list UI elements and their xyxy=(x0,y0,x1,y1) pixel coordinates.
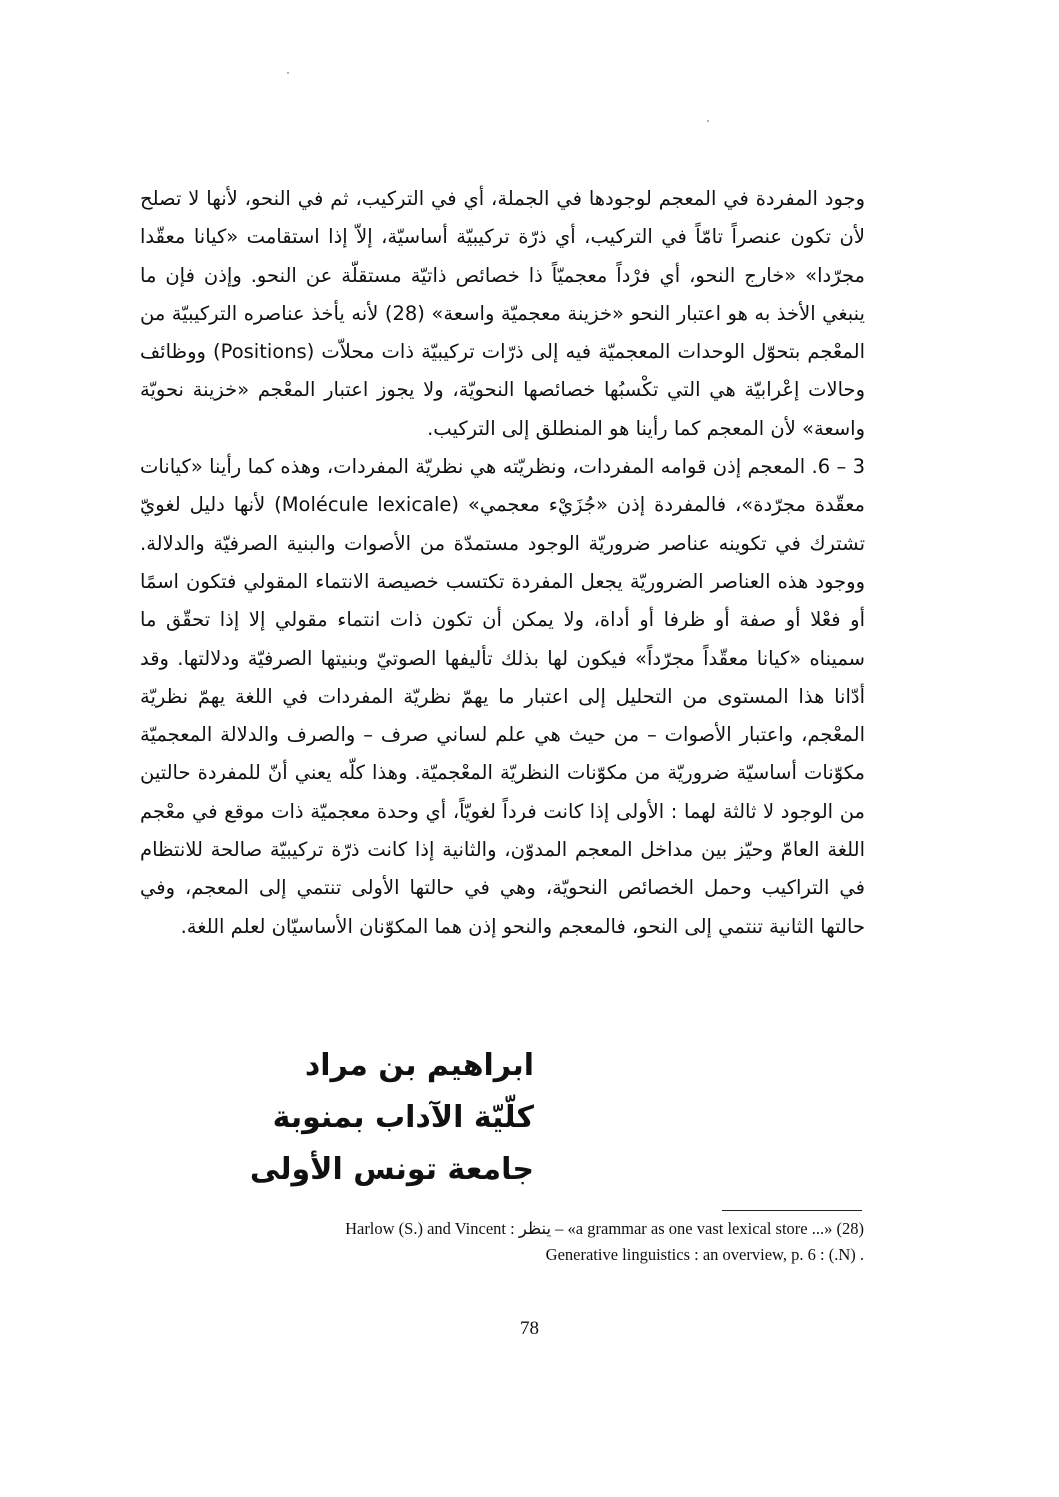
footnote-author: Harlow (S.) and Vincent xyxy=(345,1219,506,1238)
footnote-number: (28) xyxy=(836,1219,864,1238)
footnote-quote: «... a grammar as one vast lexical store» xyxy=(567,1219,833,1238)
paragraph: 3 – 6. المعجم إذن قوامه المفردات، ونظريّته هي نظريّة المفردات، وهذه كما رأينا «كيانات معقّدة مجرّدة»، فالمفردة إذن «جُزَيْء معجمي» (Molécule lexicale) لأنها دليل لغويّ تشترك في تكوينه عناصر ضروريّة الوجود مستمدّة من الأصوات والبنية الصرفيّة والدلالة. ووجود هذه العناصر الضروريّة يجعل المفردة تكتسب خصيصة الانتماء المقولي فتكون اسمًا أو فعْلا أو صفة أو ظرفا أو أداة، ولا يمكن أن تكون ذات انتماء مقولي إلا إذا تحقّق ما سميناه «كيانا معقّداً مجرّداً» فيكون لها بذلك تأليفها الصوتيّ وبنيتها الصرفيّة ودلالتها. وقد أدّانا هذا المستوى من التحليل إلى اعتبار ما يهمّ نظريّة المفردات في اللغة يهمّ نظريّة المعْجم، واعتبار الأصوات – من حيث هي علم لساني صرف – والصرف والدلالة المعجميّة مكوّنات أساسيّة ضروريّة من مكوّنات النظريّة المعْجميّة. وهذا كلّه يعني أنّ للمفردة حالتين من الوجود لا ثالثة لهما : الأولى إذا كانت فرداً لغويّاً، أي وحدة معجميّة ذات موقع في معْجم اللغة العامّ وحيّز بين مداخل المعجم المدوّن، والثانية إذا كانت ذرّة تركيبيّة صالحة للانتظام في التراكيب وحمل الخصائص النحويّة، وهي في حالتها الأولى تنتمي إلى المعجم، وفي حالتها الثانية تنتمي إلى النحو، فالمعجم والنحو إذن هما المكوّنان الأساسيّان لعلم اللغة. xyxy=(140,455,865,938)
author-university: جامعة تونس الأولى xyxy=(249,1152,534,1187)
footnote-continuation: . (N.) : Generative linguistics : an overview, p. 6 xyxy=(545,1245,864,1264)
scan-speck xyxy=(707,120,709,122)
scan-speck xyxy=(287,72,289,74)
author-name: ابراهيم بن مراد xyxy=(304,1048,534,1083)
footnote xyxy=(140,1216,864,1268)
footnote-line-1 xyxy=(140,1216,864,1242)
footnote-see: – ينظر : xyxy=(510,1219,564,1238)
author-faculty: كلّيّة الآداب بمنوبة xyxy=(272,1100,534,1135)
footnote-separator xyxy=(722,1210,862,1211)
footnote-line-2 xyxy=(140,1242,864,1268)
paragraph: وجود المفردة في المعجم لوجودها في الجملة، أي في التركيب، ثم في النحو، لأنها لا تصلح لأن تكون عنصراً تامّاً في التركيب، أي ذرّة تركيبيّة أساسيّة، إلاّ إذا استقامت «كيانا معقّدا مجرّدا» «خارج النحو، أي فرْداً معجميّاً ذا خصائص ذاتيّة مستقلّة عن النحو. وإذن فإن ما ينبغي الأخذ به هو اعتبار النحو «خزينة معجميّة واسعة» (28) لأنه يأخذ عناصره التركيبيّة من المعْجم بتحوّل الوحدات المعجميّة فيه إلى ذرّات تركيبيّة ذات محلاّت (Positions) ووظائف وحالات إعْرابيّة هي التي تكْسبُها خصائصها النحويّة، ولا يجوز اعتبار المعْجم «خزينة نحويّة واسعة» لأن المعجم كما رأينا هو المنطلق إلى التركيب. xyxy=(140,187,865,440)
body-text xyxy=(140,180,865,946)
author-signature-block xyxy=(250,1040,534,1196)
page-number: 78 xyxy=(520,1318,539,1339)
